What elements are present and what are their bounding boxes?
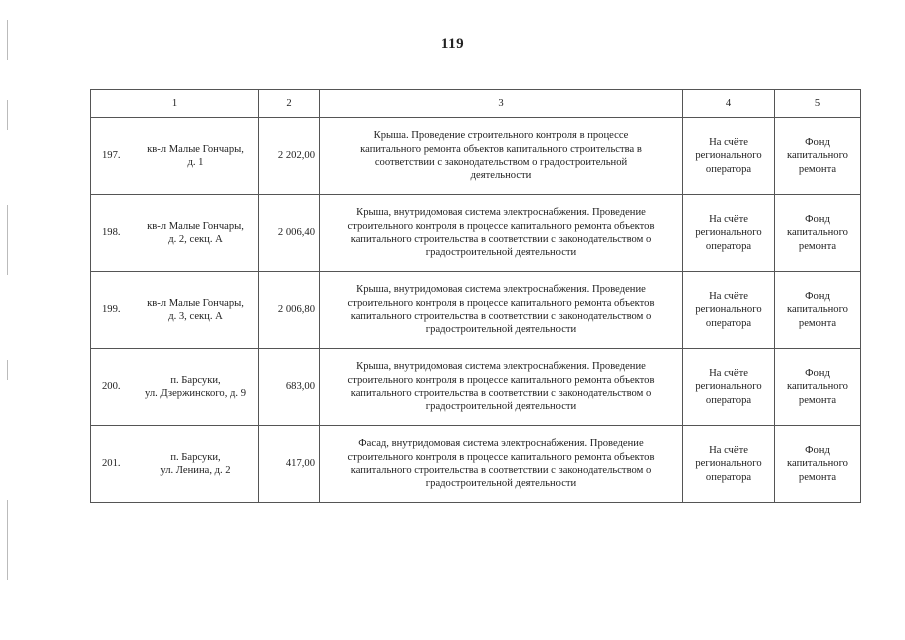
description-line: Фасад, внутридомовая система электроснабжения. Проведение — [358, 438, 644, 450]
funding-source-line: Фонд — [805, 444, 830, 456]
row-number: 201. — [102, 458, 121, 470]
funding-source-line: капитального — [787, 458, 848, 470]
address-line: кв-л Малые Гончары, — [147, 220, 244, 232]
funds-location-line: На счёте — [709, 213, 748, 225]
address-line: ул. Дзержинского, д. 9 — [144, 388, 246, 399]
address-line: кв-л Малые Гончары, — [147, 297, 244, 309]
column-header-2: 2 — [259, 90, 320, 118]
scan-margin-mark — [7, 205, 8, 275]
funding-source-line: капитального — [787, 150, 848, 162]
funding-source-cell — [775, 426, 861, 503]
funding-source-line: ремонта — [798, 240, 837, 252]
funding-source-line: капитального — [787, 304, 848, 316]
row-number: 199. — [102, 304, 121, 316]
cost-cell: 2 006,40 — [259, 195, 320, 272]
description-line: капитального строительства в соответствии с законодательством о — [350, 388, 652, 399]
description-cell — [320, 272, 683, 349]
funding-source-line: капитального — [787, 227, 848, 239]
funds-location-line: регионального — [695, 227, 762, 239]
column-header-5: 5 — [775, 90, 861, 118]
description-line: градостроительной деятельности — [425, 401, 577, 413]
funding-source-line: ремонта — [798, 394, 837, 406]
scan-margin-mark — [7, 500, 8, 580]
address-cell — [91, 272, 259, 349]
address-line: д. 3, секц. А — [168, 311, 223, 322]
address-line: д. 1 — [187, 157, 204, 168]
funding-source-cell — [775, 272, 861, 349]
funds-location-line: оператора — [705, 317, 752, 329]
funds-location-cell — [683, 349, 775, 426]
description-line: Крыша. Проведение строительного контроля в процессе — [373, 130, 629, 142]
funds-location-cell — [683, 195, 775, 272]
description-line: Крыша, внутридомовая система электроснабжения. Проведение — [356, 284, 646, 296]
address-cell — [91, 118, 259, 195]
funds-location-cell — [683, 118, 775, 195]
funding-source-cell — [775, 195, 861, 272]
description-line: деятельности — [470, 170, 532, 182]
description-line: капитального строительства в соответствии с законодательством о — [350, 465, 652, 476]
description-cell — [320, 426, 683, 503]
description-line: строительного контроля в процессе капитального ремонта объектов — [347, 451, 655, 463]
funding-source-line: Фонд — [805, 290, 830, 302]
description-line: соответствии с законодательством о градостроительной — [374, 157, 628, 168]
funds-location-line: На счёте — [709, 444, 748, 456]
funding-source-line: ремонта — [798, 163, 837, 175]
address-cell — [91, 426, 259, 503]
funding-source-line: Фонд — [805, 367, 830, 379]
funding-source-line: капитального — [787, 381, 848, 393]
address-cell — [91, 195, 259, 272]
funds-location-cell — [683, 426, 775, 503]
funds-location-line: регионального — [695, 304, 762, 316]
address-line: п. Барсуки, — [170, 451, 221, 463]
description-line: капитального ремонта объектов капитального строительства в — [360, 143, 642, 155]
table-row — [91, 195, 861, 272]
address-text — [136, 143, 255, 170]
cost-cell: 417,00 — [259, 426, 320, 503]
funding-source-line: Фонд — [805, 136, 830, 148]
funds-location-line: регионального — [695, 381, 762, 393]
table-header-row — [91, 90, 861, 118]
description-cell — [320, 118, 683, 195]
page-number: 119 — [440, 36, 465, 52]
address-line: д. 2, секц. А — [168, 234, 223, 245]
description-line: капитального строительства в соответствии с законодательством о — [350, 311, 652, 322]
scan-margin-mark — [7, 360, 8, 380]
address-text — [136, 451, 255, 478]
address-line: п. Барсуки, — [170, 374, 221, 386]
scan-margin-mark — [7, 100, 8, 130]
funds-location-line: На счёте — [709, 367, 748, 379]
table-row — [91, 426, 861, 503]
description-line: Крыша, внутридомовая система электроснабжения. Проведение — [356, 207, 646, 219]
row-number: 200. — [102, 381, 121, 393]
funding-source-line: ремонта — [798, 317, 837, 329]
cost-cell: 683,00 — [259, 349, 320, 426]
funds-location-line: оператора — [705, 240, 752, 252]
address-line: ул. Ленина, д. 2 — [160, 465, 231, 476]
description-line: градостроительной деятельности — [425, 247, 577, 259]
description-line: строительного контроля в процессе капитального ремонта объектов — [347, 297, 655, 309]
table-row — [91, 118, 861, 195]
funds-location-line: регионального — [695, 458, 762, 470]
funding-source-cell — [775, 118, 861, 195]
cost-cell: 2 202,00 — [259, 118, 320, 195]
funds-location-line: оператора — [705, 394, 752, 406]
funds-location-cell — [683, 272, 775, 349]
funding-source-line: Фонд — [805, 213, 830, 225]
description-line: строительного контроля в процессе капитального ремонта объектов — [347, 374, 655, 386]
funds-location-line: На счёте — [709, 290, 748, 302]
address-text — [136, 297, 255, 324]
capital-repair-table — [90, 89, 861, 503]
row-number: 197. — [102, 150, 121, 162]
cost-cell: 2 006,80 — [259, 272, 320, 349]
funds-location-line: оператора — [705, 163, 752, 175]
description-line: строительного контроля в процессе капитального ремонта объектов — [347, 220, 655, 232]
address-text — [136, 220, 255, 247]
column-header-1: 1 — [91, 90, 259, 118]
address-cell — [91, 349, 259, 426]
description-line: градостроительной деятельности — [425, 324, 577, 336]
column-header-3: 3 — [320, 90, 683, 118]
funding-source-cell — [775, 349, 861, 426]
address-text — [136, 374, 255, 401]
description-line: Крыша, внутридомовая система электроснабжения. Проведение — [356, 361, 646, 373]
table-row — [91, 272, 861, 349]
table-body — [91, 118, 861, 503]
description-line: градостроительной деятельности — [425, 478, 577, 490]
description-cell — [320, 195, 683, 272]
funds-location-line: регионального — [695, 150, 762, 162]
table-row — [91, 349, 861, 426]
address-line: кв-л Малые Гончары, — [147, 143, 244, 155]
description-cell — [320, 349, 683, 426]
description-line: капитального строительства в соответствии с законодательством о — [350, 234, 652, 245]
column-header-4: 4 — [683, 90, 775, 118]
funds-location-line: оператора — [705, 471, 752, 483]
scan-margin-mark — [7, 20, 8, 60]
funds-location-line: На счёте — [709, 136, 748, 148]
funding-source-line: ремонта — [798, 471, 837, 483]
row-number: 198. — [102, 227, 121, 239]
